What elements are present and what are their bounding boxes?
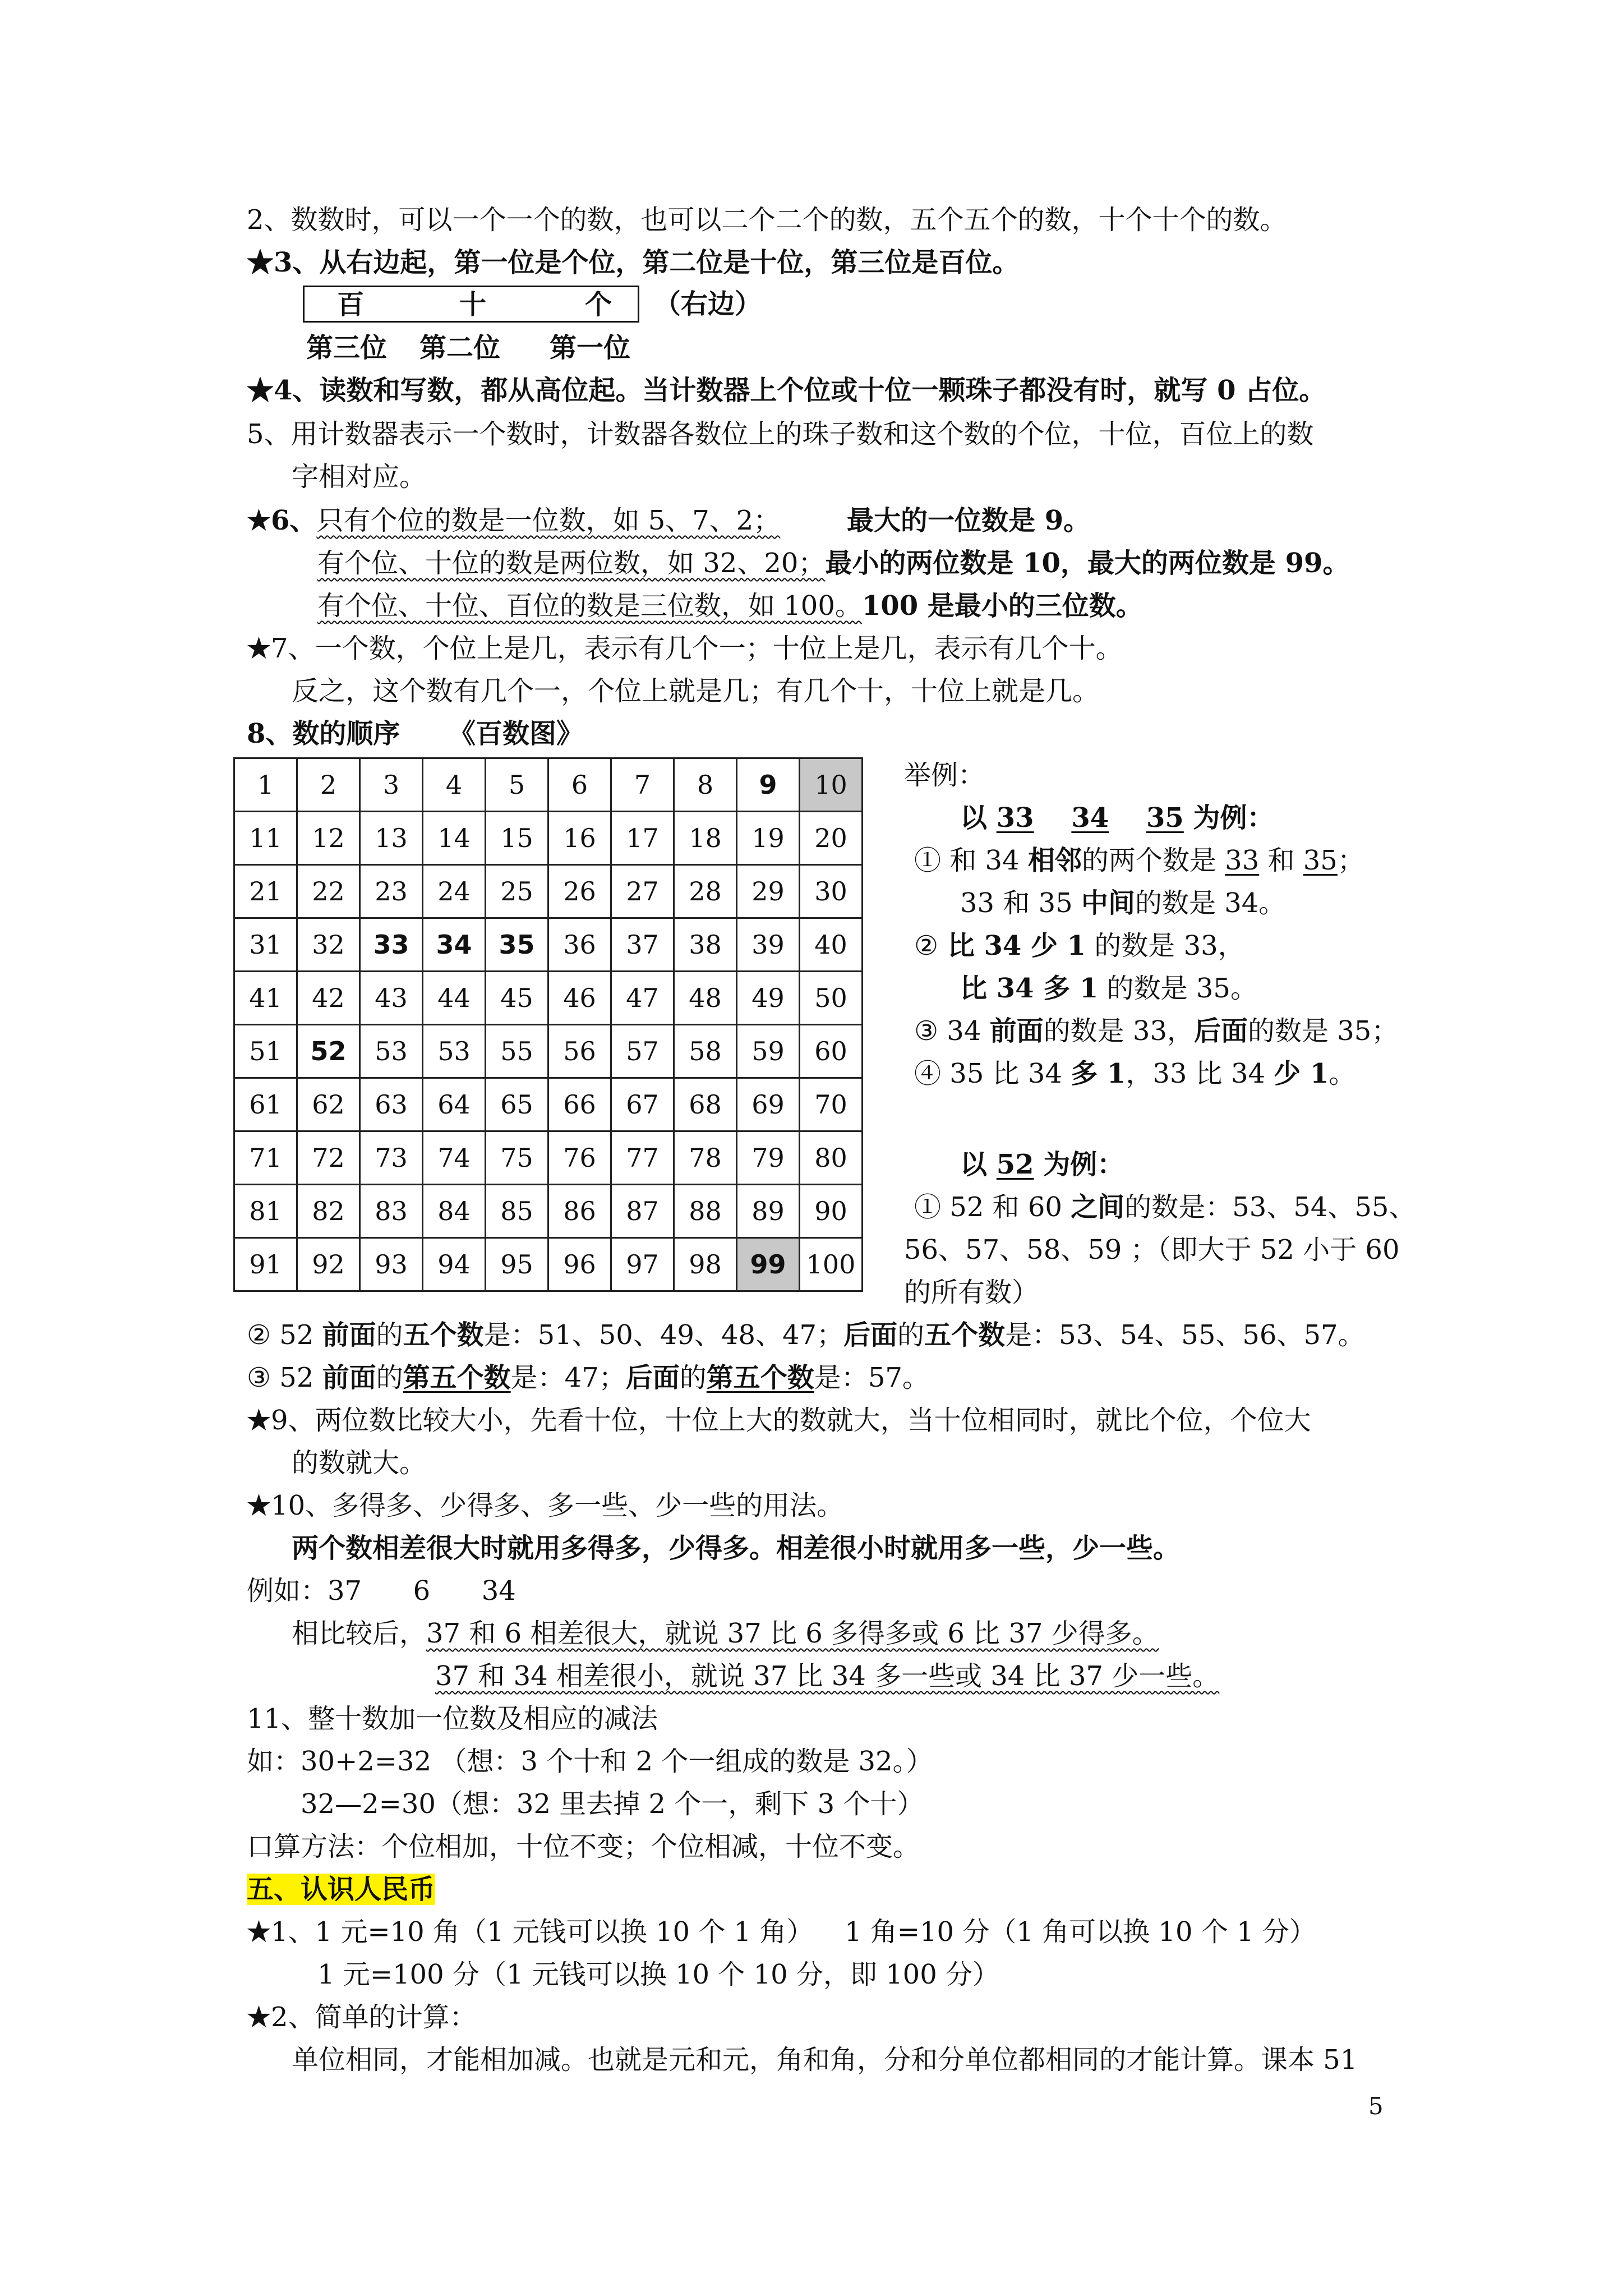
hundred-chart-cell: 41 (234, 972, 297, 1025)
example-2-item-3 (247, 1361, 929, 1395)
third-place-label: 第三位 (306, 332, 388, 364)
item-10-rule: 两个数相差很大时就用多得多，少得多。相差很小时就用多一些，少一些。 (292, 1533, 1181, 1564)
hundred-chart-cell: 88 (674, 1185, 737, 1238)
hundred-chart-row (234, 972, 863, 1025)
item-6-number: 6、 (271, 505, 317, 536)
item-11-example-add: 如：30+2=32 （想：3 个十和 2 个一组成的数是 32。） (247, 1746, 933, 1777)
hundred-chart-cell: 90 (800, 1185, 863, 1238)
hundred-chart-cell: 42 (297, 972, 360, 1025)
hundred-chart-cell: 1 (234, 758, 297, 812)
item-9-line-1 (247, 1404, 1311, 1437)
example-1-item-4 (914, 1057, 1355, 1091)
hundred-chart-cell: 10 (800, 758, 863, 812)
hundred-chart-cell: 59 (737, 1025, 800, 1078)
example-number-34: 34 (1071, 802, 1109, 834)
item-2-text: 2、数数时，可以一个一个的数，也可以二个二个的数，五个五个的数，十个十个的数。 (247, 204, 1287, 236)
section-5-item-2 (247, 2000, 477, 2034)
text-segment: 是：53、54、55、56、57。 (1005, 1319, 1365, 1351)
keyword-before: 前面 (989, 1015, 1044, 1047)
hundred-chart-cell: 89 (737, 1185, 800, 1238)
hundred-chart-cell: 95 (486, 1238, 548, 1291)
hundred-chart-cell: 62 (297, 1078, 360, 1131)
hundred-chart-cell: 9 (737, 758, 800, 812)
keyword-more-by-1: 比 34 多 1 (960, 973, 1099, 1004)
hundred-chart (233, 757, 863, 1292)
text-segment: 是：57。 (814, 1362, 929, 1393)
hundred-chart-cell: 96 (548, 1238, 611, 1291)
one-digit-definition: 只有个位的数是一位数，如 5、7、2； (316, 505, 781, 536)
smallest-three-digit: 100 是最小的三位数。 (861, 590, 1143, 622)
hundred-chart-cell: 15 (486, 812, 548, 865)
star-icon: ★ (247, 2001, 271, 2033)
circled-1-marker: ① (914, 845, 942, 876)
hundred-chart-cell: 18 (674, 812, 737, 865)
hundred-chart-cell: 33 (360, 918, 423, 972)
hundred-chart-row (234, 918, 863, 972)
hundred-chart-cell: 24 (423, 865, 486, 918)
item-4 (247, 374, 1326, 407)
item-5-line-2: 字相对应。 (292, 461, 427, 493)
hundred-chart-cell: 55 (486, 1025, 548, 1078)
hundred-chart-row (234, 1185, 863, 1238)
text-segment: 52 和 60 (941, 1191, 1071, 1223)
compare-small-difference: 37 和 34 相差很小，就说 37 比 34 多一些或 34 比 37 少一些。 (435, 1660, 1220, 1692)
hundred-chart-cell: 31 (234, 918, 297, 972)
item-9-line-2: 的数就大。 (292, 1447, 427, 1479)
hundred-chart-cell: 72 (297, 1131, 360, 1185)
hundred-chart-cell: 19 (737, 812, 800, 865)
hundred-chart-cell: 46 (548, 972, 611, 1025)
text-segment: 的数是 35； (1248, 1015, 1399, 1047)
hundred-chart-cell: 67 (611, 1078, 674, 1131)
hundred-chart-cell: 80 (800, 1131, 863, 1185)
compare-large-difference: 37 和 6 相差很大，就说 37 比 6 多得多或 6 比 37 少得多。 (426, 1618, 1159, 1649)
hundred-chart-cell: 93 (360, 1238, 423, 1291)
hundred-chart-cell: 65 (486, 1078, 548, 1131)
section-5-item-1 (247, 1915, 813, 1949)
hundred-chart-cell: 64 (423, 1078, 486, 1131)
hundred-chart-row (234, 758, 863, 812)
hundreds-label: 百 (337, 289, 365, 320)
first-place-label: 第一位 (550, 332, 631, 364)
hundred-chart-cell: 57 (611, 1025, 674, 1078)
hundred-chart-cell: 25 (486, 865, 548, 918)
keyword-more-1: 多 1 (1071, 1058, 1126, 1089)
hundred-chart-cell: 51 (234, 1025, 297, 1078)
hundred-chart-cell: 75 (486, 1131, 548, 1185)
text-segment: 的两个数是 (1081, 845, 1225, 876)
hundred-chart-cell: 38 (674, 918, 737, 972)
star-icon: ★ (247, 633, 271, 664)
item-9-text: 9、两位数比较大小，先看十位，十位上大的数就大，当十位相同时，就比个位，个位大 (271, 1405, 1311, 1436)
hundred-chart-cell: 23 (360, 865, 423, 918)
hundred-chart-cell: 4 (423, 758, 486, 812)
jiao-fen-text: 1 角=10 分（1 角可以换 10 个 1 分） (845, 1916, 1316, 1948)
hundred-chart-cell: 92 (297, 1238, 360, 1291)
hundred-chart-cell: 82 (297, 1185, 360, 1238)
text-segment: 34 (938, 1015, 990, 1047)
example-number-52: 52 (996, 1149, 1034, 1180)
example-2-item-1 (914, 1190, 1415, 1224)
star-icon: ★ (247, 1405, 271, 1436)
hundred-chart-cell: 79 (737, 1131, 800, 1185)
item-11-mental-method: 口算方法：个位相加，十位不变；个位相减，十位不变。 (247, 1831, 920, 1862)
hundred-chart-cell: 32 (297, 918, 360, 972)
hundred-chart-row (234, 1131, 863, 1185)
hundred-chart-cell: 70 (800, 1078, 863, 1131)
hundred-chart-cell: 44 (423, 972, 486, 1025)
item-7-line-1 (247, 632, 1123, 665)
example-number-35: 35 (1146, 802, 1184, 834)
hundred-chart-cell: 61 (234, 1078, 297, 1131)
keyword-before: 前面 (322, 1362, 376, 1393)
item-7-line-2: 反之，这个数有几个一，个位上就是几；有几个十，十位上就是几。 (292, 675, 1100, 707)
page-number: 5 (1368, 2092, 1384, 2120)
circled-1-marker: ① (914, 1191, 942, 1223)
hundred-chart-cell: 99 (737, 1238, 800, 1291)
keyword-less-by-1: 比 34 少 1 (938, 930, 1086, 961)
star-icon: ★ (247, 375, 274, 406)
text-segment: ，33 比 34 (1126, 1058, 1274, 1089)
example-2-suffix: 为例： (1034, 1149, 1124, 1180)
item-10-text: 10、多得多、少得多、多一些、少一些的用法。 (271, 1490, 844, 1521)
number-33: 33 (1225, 845, 1260, 876)
largest-one-digit: 最大的一位数是 9。 (847, 505, 1091, 536)
example-number-33: 33 (996, 802, 1034, 834)
text-segment: 是：51、50、49、48、47； (483, 1319, 844, 1351)
item-8-title: 8、数的顺序 (247, 718, 400, 749)
circled-2-marker: ② (247, 1319, 271, 1351)
item-3-text: 3、从右边起，第一位是个位，第二位是十位，第三位是百位。 (274, 247, 1020, 278)
item-10-example: 例如：37 6 34 (247, 1575, 516, 1607)
hundred-chart-cell: 63 (360, 1078, 423, 1131)
hundred-chart-cell: 37 (611, 918, 674, 972)
hundred-chart-cell: 53 (360, 1025, 423, 1078)
hundred-chart-cell: 53 (423, 1025, 486, 1078)
ones-label: 个 (585, 289, 612, 320)
hundred-chart-row (234, 1025, 863, 1078)
hundred-chart-cell: 52 (297, 1025, 360, 1078)
right-side-label: （右边） (654, 288, 762, 320)
hundred-chart-cell: 58 (674, 1025, 737, 1078)
simple-calc-text: 2、简单的计算： (271, 2001, 477, 2033)
example-2-item-1-line-3: 的所有数） (904, 1277, 1039, 1308)
text-segment: 52 (271, 1362, 322, 1393)
hundred-chart-cell: 100 (800, 1238, 863, 1291)
hundred-chart-cell: 29 (737, 865, 800, 918)
hundred-chart-cell: 45 (486, 972, 548, 1025)
item-6-line-1 (247, 504, 780, 537)
hundred-chart-cell: 76 (548, 1131, 611, 1185)
hundred-chart-row (234, 812, 863, 865)
keyword-before: 前面 (322, 1319, 376, 1351)
hundred-chart-cell: 2 (297, 758, 360, 812)
text-segment: 33 和 35 (960, 887, 1081, 919)
example-1-item-2 (914, 929, 1245, 963)
compare-prefix: 相比较后， (292, 1618, 427, 1649)
hundred-chart-cell: 20 (800, 812, 863, 865)
hundred-chart-cell: 78 (674, 1131, 737, 1185)
example-2-heading (960, 1148, 1124, 1181)
hundred-chart-cell: 73 (360, 1131, 423, 1185)
three-digit-definition: 有个位、十位、百位的数是三位数，如 100。 (317, 590, 862, 622)
hundred-chart-cell: 87 (611, 1185, 674, 1238)
star-icon: ★ (247, 247, 274, 278)
hundred-chart-cell: 12 (297, 812, 360, 865)
text-segment: 的数是 33， (1043, 1015, 1194, 1047)
hundred-chart-row (234, 1238, 863, 1291)
example-2-item-1-line-2: 56、57、58、59 ；（即大于 52 小于 60 (904, 1234, 1400, 1266)
keyword-five-numbers: 五个数 (924, 1319, 1006, 1351)
second-place-label: 第二位 (419, 332, 501, 364)
hundred-chart-cell: 91 (234, 1238, 297, 1291)
circled-3-marker: ③ (914, 1015, 939, 1047)
item-11-title: 11、整十数加一位数及相应的减法 (247, 1703, 658, 1734)
hundred-chart-cell: 22 (297, 865, 360, 918)
hundred-chart-cell: 8 (674, 758, 737, 812)
text-segment: 的数是：53、54、55、 (1124, 1191, 1416, 1223)
hundred-chart-cell: 98 (674, 1238, 737, 1291)
keyword-after: 后面 (843, 1319, 898, 1351)
example-1-item-1-line-2 (960, 886, 1285, 920)
example-2-item-2 (247, 1318, 1365, 1352)
hundred-chart-cell: 11 (234, 812, 297, 865)
hundred-chart-cell: 48 (674, 972, 737, 1025)
circled-3-marker: ③ (247, 1362, 271, 1393)
text-segment: 的 (376, 1319, 403, 1351)
hundred-chart-cell: 34 (423, 918, 486, 972)
hundred-chart-cell: 94 (423, 1238, 486, 1291)
item-6-line-2 (317, 546, 1349, 580)
text-segment: 的 (376, 1362, 403, 1393)
section-5-title (247, 1872, 435, 1906)
unit-rule-text: 单位相同，才能相加减。也就是元和元，角和角，分和分单位都相同的才能计算。课本 51 (292, 2044, 1358, 2076)
example-1-prefix: 以 (960, 802, 997, 834)
keyword-adjacent: 相邻 (1027, 845, 1082, 876)
example-1-heading (960, 801, 1274, 835)
hundred-chart-cell: 40 (800, 918, 863, 972)
hundred-chart-cell: 74 (423, 1131, 486, 1185)
star-icon: ★ (247, 1916, 271, 1948)
hundred-chart-row (234, 865, 863, 918)
text-segment: 的数是 35。 (1098, 973, 1257, 1004)
hundred-chart-cell: 35 (486, 918, 548, 972)
keyword-after: 后面 (1193, 1015, 1248, 1047)
hundred-chart-cell: 69 (737, 1078, 800, 1131)
hundred-chart-cell: 81 (234, 1185, 297, 1238)
item-4-text: 4、读数和写数，都从高位起。当计数器上个位或十位一颗珠子都没有时，就写 0 占位。 (274, 375, 1326, 406)
section-5-highlight: 五、认识人民币 (247, 1874, 436, 1905)
item-7-text: 7、一个数，个位上是几，表示有几个一；十位上是几，表示有几个十。 (271, 633, 1123, 664)
hundred-chart-row (234, 1078, 863, 1131)
item-6-line-3 (317, 589, 1143, 623)
yuan-fen-text: 1 元=100 分（1 元钱可以换 10 个 10 分，即 100 分） (317, 1959, 1000, 1990)
item-10-compare-2 (435, 1659, 1219, 1693)
hundred-chart-cell: 49 (737, 972, 800, 1025)
item-3 (247, 246, 1019, 279)
text-segment: 和 (1259, 845, 1303, 876)
hundred-chart-cell: 13 (360, 812, 423, 865)
text-segment: 是：47； (510, 1362, 626, 1393)
keyword-between: 中间 (1081, 887, 1135, 919)
number-35: 35 (1303, 845, 1338, 876)
example-2-prefix: 以 (960, 1149, 997, 1180)
hundred-chart-cell: 28 (674, 865, 737, 918)
item-10-compare-1 (292, 1617, 1159, 1650)
item-11-example-subtract: 32—2=30（想：32 里去掉 2 个一，剩下 3 个十） (301, 1788, 924, 1820)
text-segment: 的数是 34。 (1135, 887, 1286, 919)
text-segment: 52 (271, 1319, 322, 1351)
hundred-chart-cell: 6 (548, 758, 611, 812)
hundred-chart-cell: 39 (737, 918, 800, 972)
text-segment: 的数是 33， (1086, 930, 1245, 961)
example-1-item-2-line-2 (960, 972, 1257, 1005)
hundred-chart-cell: 30 (800, 865, 863, 918)
hundred-chart-cell: 83 (360, 1185, 423, 1238)
hundred-chart-cell: 77 (611, 1131, 674, 1185)
two-digit-range: 最小的两位数是 10，最大的两位数是 99。 (825, 547, 1350, 579)
hundred-chart-cell: 27 (611, 865, 674, 918)
keyword-fifth-number: 第五个数 (403, 1362, 511, 1393)
hundred-chart-cell: 47 (611, 972, 674, 1025)
text-segment: ； (1337, 845, 1364, 876)
keyword-five-numbers: 五个数 (403, 1319, 484, 1351)
hundred-chart-cell: 17 (611, 812, 674, 865)
item-10-line-1 (247, 1489, 843, 1522)
hundred-chart-cell: 5 (486, 758, 548, 812)
text-segment: 的 (897, 1319, 925, 1351)
hundred-chart-cell: 3 (360, 758, 423, 812)
text-segment: 。 (1329, 1058, 1356, 1089)
two-digit-definition: 有个位、十位的数是两位数，如 32、20； (317, 547, 826, 579)
text-segment: 和 34 (941, 845, 1028, 876)
hundred-chart-cell: 21 (234, 865, 297, 918)
text-segment: 35 比 34 (941, 1058, 1071, 1089)
place-value-box (303, 286, 639, 323)
tens-label: 十 (459, 289, 487, 320)
hundred-chart-cell: 85 (486, 1185, 548, 1238)
star-icon: ★ (247, 505, 271, 536)
hundred-chart-cell: 50 (800, 972, 863, 1025)
hundred-chart-cell: 56 (548, 1025, 611, 1078)
keyword-fifth-number: 第五个数 (706, 1362, 814, 1393)
hundred-chart-cell: 26 (548, 865, 611, 918)
hundred-chart-title: 《百数图》 (449, 718, 584, 749)
hundred-chart-cell: 43 (360, 972, 423, 1025)
examples-heading: 举例： (904, 760, 985, 791)
hundred-chart-cell: 36 (548, 918, 611, 972)
item-5-line-1: 5、用计数器表示一个数时，计数器各数位上的珠子数和这个数的个位，十位，百位上的数 (247, 418, 1314, 450)
keyword-between: 之间 (1071, 1191, 1125, 1223)
hundred-chart-cell: 71 (234, 1131, 297, 1185)
hundred-chart-cell: 66 (548, 1078, 611, 1131)
keyword-after: 后面 (625, 1362, 680, 1393)
example-1-item-3 (914, 1014, 1398, 1048)
hundred-chart-cell: 7 (611, 758, 674, 812)
star-icon: ★ (247, 1490, 271, 1521)
hundred-chart-cell: 97 (611, 1238, 674, 1291)
yuan-jiao-text: 1、1 元=10 角（1 元钱可以换 10 个 1 角） (271, 1916, 814, 1948)
circled-2-marker: ② (914, 930, 939, 961)
circled-4-marker: ④ (914, 1058, 942, 1089)
hundred-chart-cell: 84 (423, 1185, 486, 1238)
hundred-chart-cell: 86 (548, 1185, 611, 1238)
hundred-chart-cell: 68 (674, 1078, 737, 1131)
text-segment: 的 (679, 1362, 707, 1393)
hundred-chart-cell: 60 (800, 1025, 863, 1078)
example-1-suffix: 为例： (1183, 802, 1274, 834)
hundred-chart-cell: 14 (423, 812, 486, 865)
example-1-item-1 (914, 844, 1364, 877)
keyword-less-1: 少 1 (1274, 1058, 1329, 1089)
hundred-chart-cell: 16 (548, 812, 611, 865)
